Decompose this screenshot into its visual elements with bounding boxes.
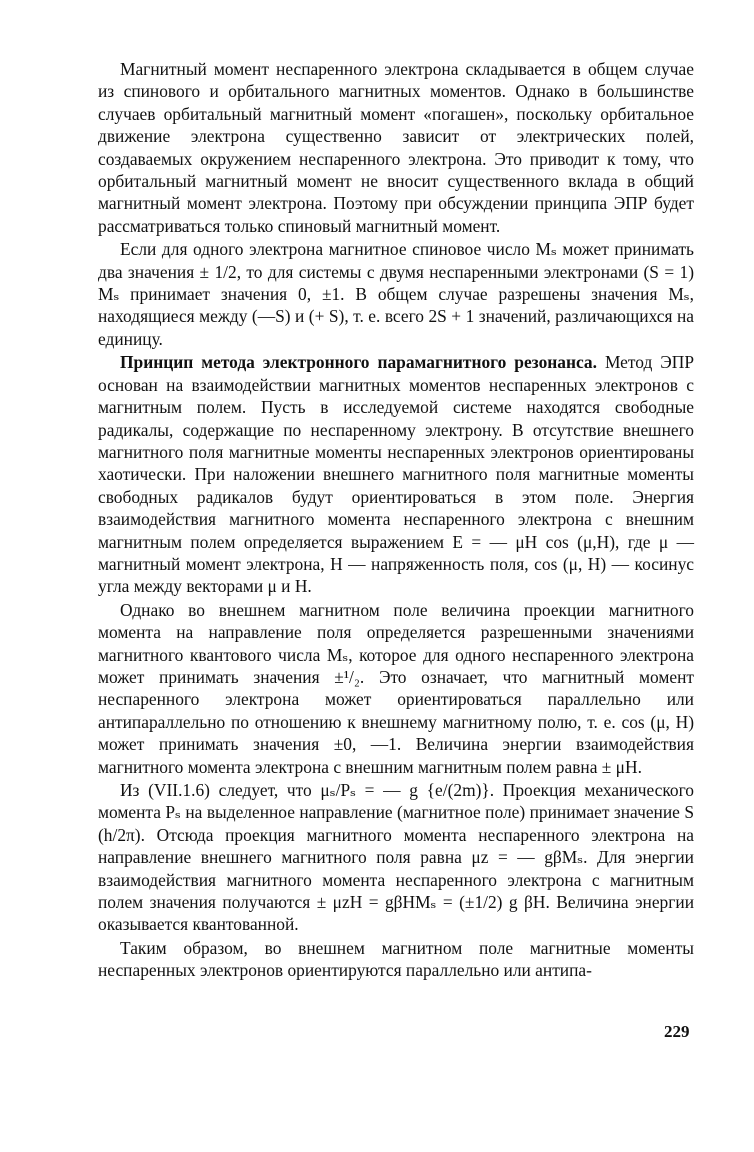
paragraph-2: [98, 238, 694, 350]
paragraph-4-text: Однако во внешнем магнитном поле величина проекции магнитного момента на направление поля определяется разрешенными значениями магнитного квантового числа Mₛ, которое для одного неспаренного электрона может принимать значения ±¹/₂. Это означает, что магнитный момент неспаренного электрона может ориентироваться параллельно или антипараллельно по отношению к внешнему магнитному полю, т. е. cos (μ, H) может принимать значения ±0, —1. Величина энергии взаимодействия магнитного момента электрона с внешним магнитным полем равна ± μH.: [98, 599, 694, 777]
page-number: 229: [664, 1022, 690, 1041]
paragraph-5: [98, 779, 694, 936]
paragraph-2-text: Если для одного электрона магнитное спиновое число Mₛ может принимать два значения ± 1/2, то для системы с двумя неспаренными электронами (S = 1) Mₛ принимает значения 0, ±1. В общем случае разрешены значения Mₛ, находящиеся между (—S) и (+ S), т. е. всего 2S + 1 значений, различающихся на единицу.: [98, 239, 694, 349]
paragraph-5-text: Из (VII.1.6) следует, что μₛ/Pₛ = — g {e/(2m)}. Проекция механического момента Pₛ на выделенное направление (магнитное поле) принимает значение S (h/2π). Отсюда проекция магнитного момента неспаренного электрона на направление внешнего магнитного поля равна μz = — gβMₛ. Для энергии взаимодействия магнитного момента неспаренного электрона с магнитным полем значения получаются ± μzH = gβHMₛ = (±1/2) g βH. Величина энергии оказывается квантованной.: [98, 780, 694, 935]
section-heading: Принцип метода электронного парамагнитного резонанса.: [120, 352, 597, 373]
page-text-body: [98, 58, 694, 982]
paragraph-3-text: Метод ЭПР основан на взаимодействии магнитных моментов неспаренных электронов с магнитным полем. Пусть в исследуемой системе находятся свободные радикалы, содержащие по неспаренному электрону. В отсутствие внешнего магнитного поля магнитные моменты неспаренных электронов ориентированы хаотически. При наложении внешнего магнитного поля магнитные моменты свободных радикалов будут ориентироваться в этом поле. Энергия взаимодействия магнитного момента неспаренного электрона с внешним магнитным полем определяется выражением E = — μH cos (μ,H), где μ — магнитный момент электрона, H — напряженность поля, cos (μ, H) — косинус угла между векторами μ и H.: [98, 352, 694, 597]
paragraph-3: [98, 351, 694, 597]
paragraph-6-text: Таким образом, во внешнем магнитном поле магнитные моменты неспаренных электронов ориентируются параллельно или антипа-: [98, 937, 694, 981]
paragraph-6: [98, 937, 694, 982]
paragraph-4: [98, 599, 694, 778]
paragraph-1-text: Магнитный момент неспаренного электрона складывается в общем случае из спинового и орбитального магнитных моментов. Однако в большинстве случаев орбитальный магнитный момент «погашен», поскольку орбитальное движение электрона существенно зависит от электрических полей, создаваемых окружением неспаренного электрона. Это приводит к тому, что орбитальный магнитный момент не вносит существенного вклада в общий магнитный момент электрона. Поэтому при обсуждении принципа ЭПР будет рассматриваться только спиновый магнитный момент.: [98, 59, 694, 236]
paragraph-1: [98, 58, 694, 237]
